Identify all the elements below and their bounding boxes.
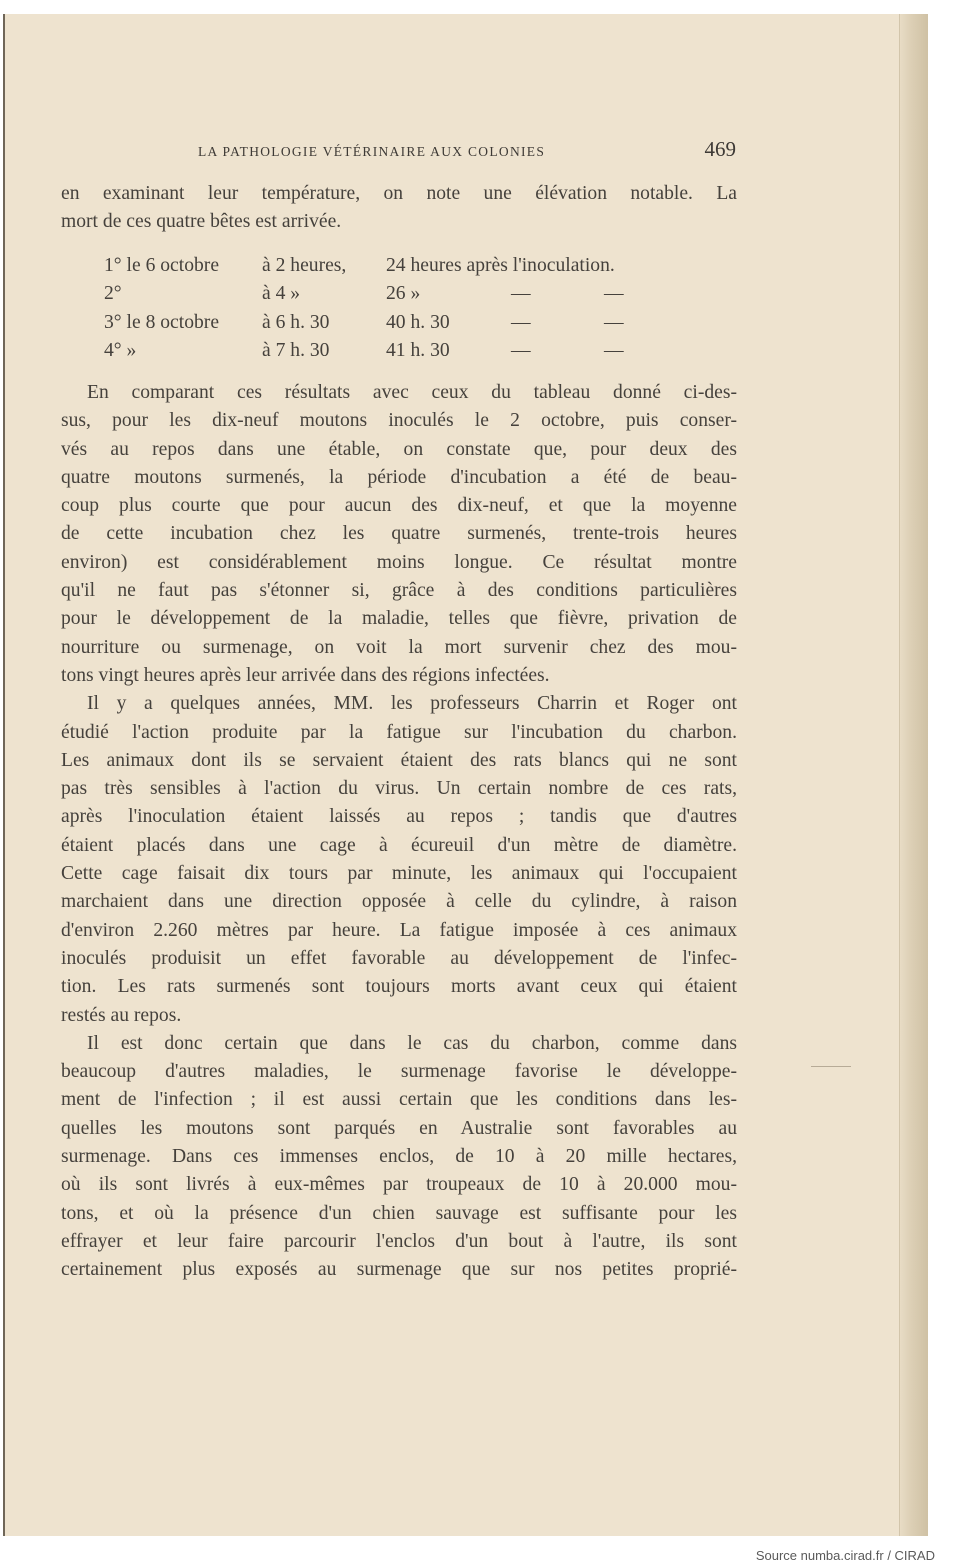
schedule-cell: — xyxy=(604,339,624,361)
text-line: de cette incubation chez les quatre surmenés, trente-trois heures xyxy=(61,523,737,545)
paragraph-comparison xyxy=(61,379,737,1285)
schedule-row xyxy=(104,309,704,337)
schedule-cell: à 2 heures, xyxy=(262,255,347,276)
text-line: Cette cage faisait dix tours par minute, les animaux qui l'occupaient xyxy=(61,863,737,885)
running-title: LA PATHOLOGIE VÉTÉRINAIRE AUX COLONIES xyxy=(198,144,546,159)
text-line: tion. Les rats surmenés sont toujours morts avant ceux qui étaient xyxy=(61,976,737,998)
text-line: restés au repos. xyxy=(61,1004,182,1026)
text-line: étaient placés dans une cage à écureuil d'un mètre de diamètre. xyxy=(61,834,737,856)
text-line: mort de ces quatre bêtes est arrivée. xyxy=(61,211,342,233)
source-credit: Source numba.cirad.fr / CIRAD xyxy=(755,1548,935,1563)
schedule-cell: 24 heures après l'inoculation. xyxy=(386,255,615,276)
text-line: pas très sensibles à l'action du virus. Un certain nombre de ces rats, xyxy=(61,778,737,800)
schedule-cell: 1° le 6 octobre xyxy=(104,255,220,276)
schedule-cell: à 6 h. 30 xyxy=(262,311,330,333)
text-line: quelles les moutons sont parqués en Australie sont favorables au xyxy=(61,1117,737,1139)
text-line: marchaient dans une direction opposée à celle du cylindre, à raison xyxy=(61,891,737,913)
text-line: d'environ 2.260 mètres par heure. La fatigue imposée à ces animaux xyxy=(61,919,737,941)
text-line: étudié l'action produite par la fatigue sur l'incubation du charbon. xyxy=(61,721,737,743)
schedule-cell: 40 h. 30 xyxy=(386,311,450,333)
text-line: tons vingt heures après leur arrivée dans des régions infectées. xyxy=(61,664,550,686)
schedule-row xyxy=(104,280,704,308)
text-line: Il y a quelques années, MM. les professeurs Charrin et Roger ont xyxy=(87,693,737,715)
schedule-cell: — xyxy=(604,311,624,333)
schedule-cell: à 7 h. 30 xyxy=(262,339,330,361)
schedule-cell: 3° le 8 octobre xyxy=(104,311,220,333)
text-line: après l'inoculation étaient laissés au repos ; tandis que d'autres xyxy=(61,806,737,828)
schedule-cell: — xyxy=(511,339,531,361)
text-line: Les animaux dont ils se servaient étaient des rats blancs qui ne sont xyxy=(61,749,737,771)
schedule-row xyxy=(104,337,704,365)
schedule-cell: à 4 » xyxy=(262,283,301,305)
text-line: coup plus courte que pour aucun des dix-neuf, et que la moyenne xyxy=(61,495,737,517)
schedule-cell: — xyxy=(604,283,624,305)
text-line: certainement plus exposés au surmenage que sur nos petites proprié- xyxy=(61,1259,737,1281)
text-line: ment de l'infection ; il est aussi certain que les conditions dans les- xyxy=(61,1089,737,1111)
text-line: quatre moutons surmenés, la période d'incubation a été de beau- xyxy=(61,466,737,488)
page-header xyxy=(60,137,740,167)
text-line: effrayer et leur faire parcourir l'enclos d'un bout à l'autre, ils sont xyxy=(61,1230,737,1252)
text-line: qu'il ne faut pas s'étonner si, grâce à des conditions particulières xyxy=(61,580,737,602)
text-line: vés au repos dans une étable, on constate que, pour deux des xyxy=(61,438,737,460)
text-line: où ils sont livrés à eux-mêmes par troupeaux de 10 à 20.000 mou- xyxy=(61,1174,737,1196)
text-line: beaucoup d'autres maladies, le surmenage favorise le développe- xyxy=(61,1061,737,1083)
ink-smudge xyxy=(811,1066,851,1067)
text-line: En comparant ces résultats avec ceux du tableau donné ci-des- xyxy=(87,382,737,403)
text-line: nourriture ou surmenage, on voit la mort survenir chez des mou- xyxy=(61,636,737,658)
text-line: tons, et où la présence d'un chien sauvage est suffisante pour les xyxy=(61,1202,737,1224)
text-line: inoculés produisit un effet favorable au développement de l'infec- xyxy=(61,947,737,969)
page-edge xyxy=(899,14,928,1536)
text-line: Il est donc certain que dans le cas du charbon, comme dans xyxy=(87,1032,737,1054)
schedule-cell: 26 » xyxy=(386,283,421,305)
page-number: 469 xyxy=(704,137,736,161)
schedule-cell: 4° » xyxy=(104,339,137,361)
text-line: surmenage. Dans ces immenses enclos, de 10 à 20 mille hectares, xyxy=(61,1146,737,1168)
text-line: en examinant leur température, on note une élévation notable. La xyxy=(61,183,737,204)
text-line: pour le développement de la maladie, telles que fièvre, privation de xyxy=(61,608,737,630)
text-line: environ) est considérablement moins longue. Ce résultat montre xyxy=(61,551,737,573)
schedule-row xyxy=(104,252,704,280)
intro-text xyxy=(61,180,737,237)
schedule-cell: — xyxy=(511,283,531,305)
text-line: sus, pour les dix-neuf moutons inoculés le 2 octobre, puis conser- xyxy=(61,410,737,432)
schedule-cell: — xyxy=(511,311,531,333)
death-schedule xyxy=(104,252,704,365)
schedule-cell: 41 h. 30 xyxy=(386,339,450,361)
schedule-cell: 2° xyxy=(104,283,122,305)
